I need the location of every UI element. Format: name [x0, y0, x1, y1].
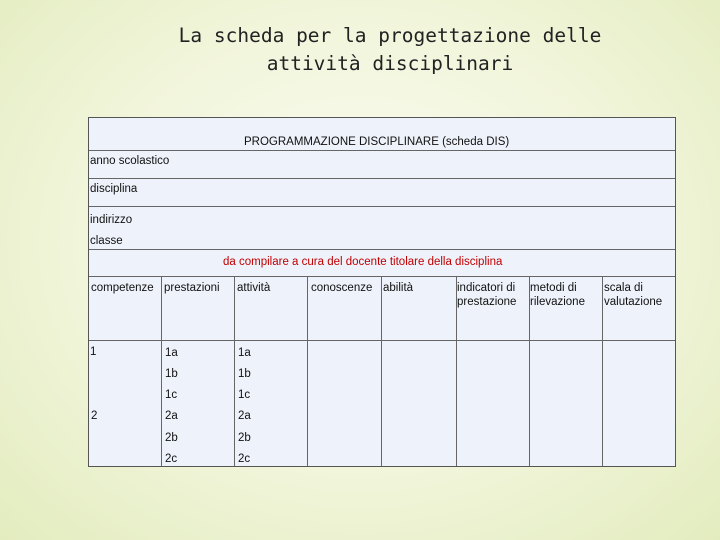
- rule: [89, 340, 675, 341]
- field-disciplina: disciplina: [90, 183, 138, 195]
- row-4-attivita: 2a: [238, 410, 251, 422]
- slide-title: [0, 22, 720, 78]
- rule: [89, 276, 675, 277]
- sheet-heading: PROGRAMMAZIONE DISCIPLINARE (scheda DIS): [244, 136, 510, 148]
- row-2-attivita: 1b: [238, 368, 251, 380]
- rule: [89, 206, 675, 207]
- col-header-conoscenze: conoscenze: [311, 282, 373, 294]
- col-header-scala: [604, 281, 662, 309]
- row-6-prestazione: 2c: [165, 453, 178, 465]
- row-1-competenza: 1: [90, 346, 97, 358]
- col-divider: [381, 276, 382, 466]
- col-header-prestazioni: prestazioni: [164, 282, 220, 294]
- col-header-scala-line1: scala di: [604, 282, 643, 294]
- row-5-attivita: 2b: [238, 432, 251, 444]
- col-header-abilita: abilità: [383, 282, 414, 294]
- field-classe: classe: [90, 235, 123, 247]
- row-1-prestazione: 1a: [165, 347, 178, 359]
- col-header-metodi-line2: rilevazione: [530, 296, 585, 308]
- rule: [89, 150, 675, 151]
- col-divider: [307, 276, 308, 466]
- col-divider: [602, 276, 603, 466]
- row-4-prestazione: 2a: [165, 410, 178, 422]
- field-anno-scolastico: anno scolastico: [90, 155, 170, 167]
- col-header-indicatori-line1: indicatori di: [457, 282, 516, 294]
- programmazione-sheet: [88, 117, 676, 467]
- col-divider: [234, 276, 235, 466]
- row-6-attivita: 2c: [238, 453, 251, 465]
- col-header-scala-line2: valutazione: [604, 296, 663, 308]
- title-line-1: La scheda per la progettazione delle: [178, 24, 602, 47]
- field-indirizzo: indirizzo: [90, 214, 133, 226]
- row-1-attivita: 1a: [238, 347, 251, 359]
- row-4-competenza: 2: [91, 410, 98, 422]
- row-5-prestazione: 2b: [165, 432, 178, 444]
- col-header-metodi-line1: metodi di: [530, 282, 577, 294]
- compile-note: da compilare a cura del docente titolare della disciplina: [223, 256, 503, 268]
- col-divider: [161, 276, 162, 466]
- row-3-attivita: 1c: [238, 389, 251, 401]
- col-header-indicatori-line2: prestazione: [457, 296, 517, 308]
- col-header-attivita: attività: [237, 282, 271, 294]
- col-header-metodi: [530, 281, 585, 309]
- rule: [89, 249, 675, 250]
- row-2-prestazione: 1b: [165, 368, 178, 380]
- title-line-2: attività disciplinari: [266, 52, 514, 75]
- row-3-prestazione: 1c: [165, 389, 178, 401]
- rule: [89, 178, 675, 179]
- col-header-indicatori: [457, 281, 516, 309]
- col-header-competenze: competenze: [91, 282, 154, 294]
